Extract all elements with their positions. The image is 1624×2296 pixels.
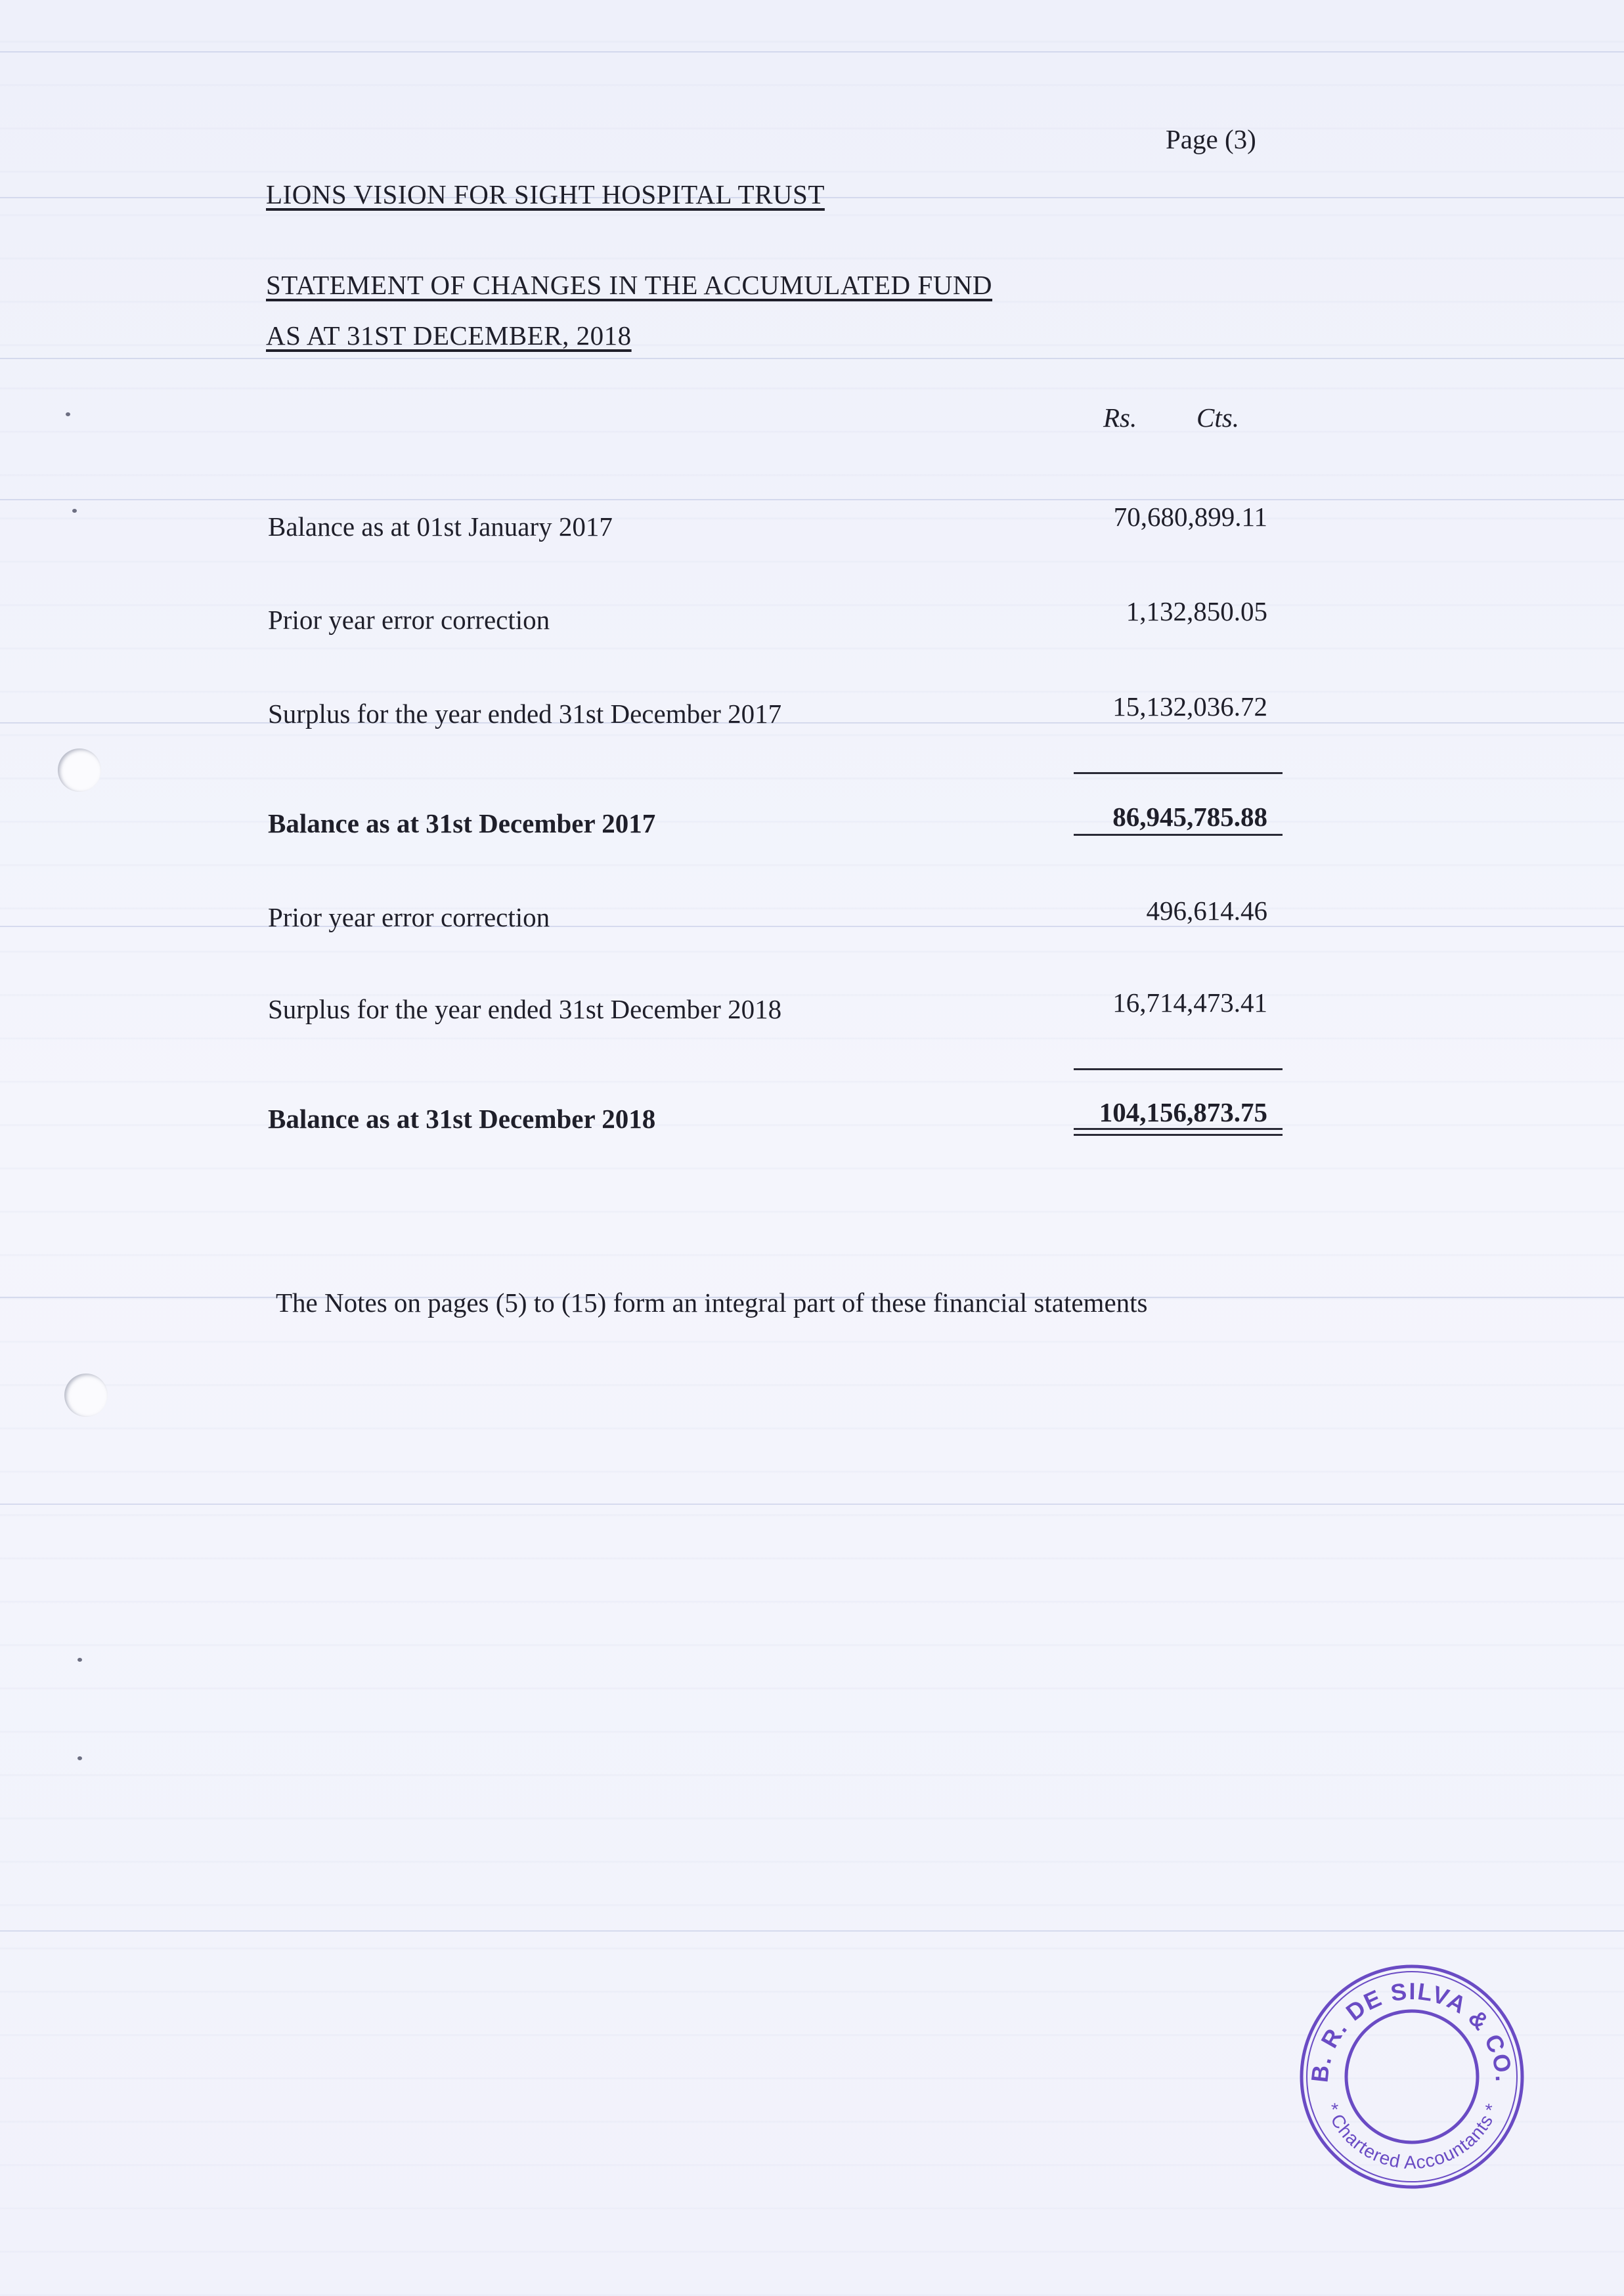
row-value: 1,132,850.05: [1126, 596, 1267, 626]
row-value: 15,132,036.72: [1112, 691, 1267, 722]
punch-hole: [64, 1374, 108, 1417]
statement-title: STATEMENT OF CHANGES IN THE ACCUMULATED FUND: [266, 270, 993, 300]
auditor-stamp: [1294, 1960, 1530, 2190]
row-label-total: Balance as at 31st December 2018: [268, 1104, 656, 1134]
scan-line: [0, 1504, 1624, 1505]
subtotal-rule: [1074, 772, 1283, 774]
footnote: The Notes on pages (5) to (15) form an integral part of these financial statements: [276, 1288, 1148, 1318]
row-label-subtotal: Balance as at 31st December 2017: [268, 808, 656, 838]
row-label: Balance as at 01st January 2017: [268, 511, 613, 542]
scan-line: [0, 51, 1624, 53]
row-label: Surplus for the year ended 31st December 2017: [268, 699, 782, 729]
stamp-text-bottom: * Chartered Accountants *: [1321, 2100, 1503, 2173]
row-label: Prior year error correction: [268, 902, 550, 932]
statement-subtitle: AS AT 31ST DECEMBER, 2018: [266, 320, 632, 351]
speck: [77, 1658, 82, 1662]
row-value: 496,614.46: [1146, 896, 1267, 926]
stamp-text-top: B. R. DE SILVA & CO.: [1306, 1977, 1518, 2084]
speck: [66, 412, 70, 416]
row-value: 16,714,473.41: [1112, 987, 1267, 1018]
page-number: Page (3): [1166, 124, 1256, 154]
total-double-underline: [1074, 1134, 1283, 1136]
scan-line: [0, 358, 1624, 359]
scan-line: [0, 926, 1624, 927]
scan-line: [0, 499, 1624, 500]
column-header-cts: Cts.: [1196, 402, 1239, 433]
organization-name: LIONS VISION FOR SIGHT HOSPITAL TRUST: [266, 179, 825, 209]
row-label: Prior year error correction: [268, 605, 550, 635]
total-double-underline: [1074, 1128, 1283, 1130]
column-header-rs: Rs.: [1103, 402, 1137, 433]
speck: [72, 509, 77, 513]
scan-line: [0, 1930, 1624, 1932]
row-value: 70,680,899.11: [1113, 502, 1267, 532]
subtotal-underline: [1074, 834, 1283, 836]
row-value-subtotal: 86,945,785.88: [1112, 802, 1267, 832]
row-label: Surplus for the year ended 31st December 2018: [268, 994, 782, 1024]
total-rule: [1074, 1068, 1283, 1070]
row-value-total: 104,156,873.75: [1099, 1097, 1267, 1127]
punch-hole: [58, 748, 101, 792]
scan-line: [0, 722, 1624, 724]
speck: [77, 1756, 82, 1760]
